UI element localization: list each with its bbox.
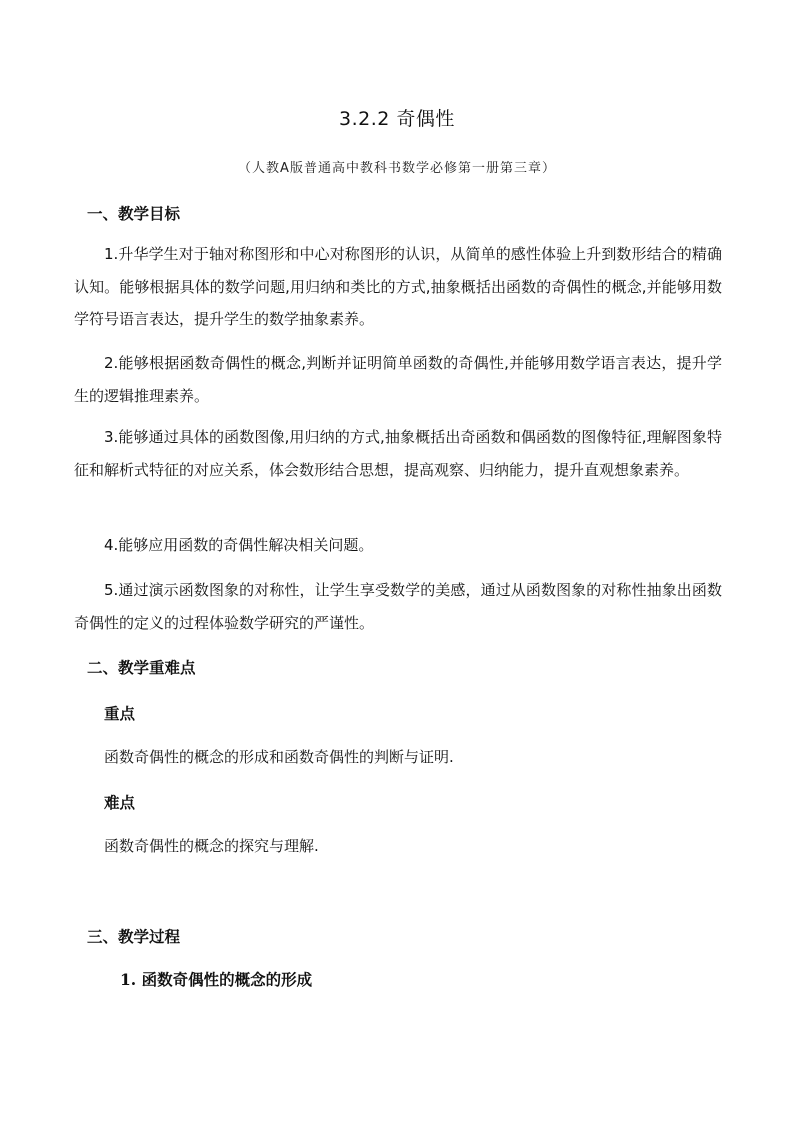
key-point-label: 重点 xyxy=(104,705,136,723)
section-heading-key-difficult-points: 二、教学重难点 xyxy=(87,659,196,677)
section-heading-objectives: 一、教学目标 xyxy=(87,205,181,223)
objective-item-3: 3.能够通过具体的函数图像,用归纳的方式,抽象概括出奇函数和偶函数的图像特征,理解图象特征和解析式特征的对应关系，体会数形结合思想，提高观察、归纳能力，提升直观想象素养。 xyxy=(74,428,722,479)
objective-item-4: 4.能够应用函数的奇偶性解决相关问题。 xyxy=(104,536,374,554)
key-point-text: 函数奇偶性的概念的形成和函数奇偶性的判断与证明. xyxy=(104,748,454,766)
objective-item-2: 2.能够根据函数奇偶性的概念,判断并证明简单函数的奇偶性,并能够用数学语言表达，提升学生的逻辑推理素养。 xyxy=(74,354,722,405)
subsection-heading-1: 1. 函数奇偶性的概念的形成 xyxy=(120,970,313,989)
objective-item-1: 1.升华学生对于轴对称图形和中心对称图形的认识，从简单的感性体验上升到数形结合的精确认知。能够根据具体的数学问题,用归纳和类比的方式,抽象概括出函数的奇偶性的概念,并能够用数学符号语言表达，提升学生的数学抽象素养。 xyxy=(74,245,722,328)
difficulty-label: 难点 xyxy=(104,794,136,812)
document-subtitle: （人教A版普通高中教科书数学必修第一册第三章） xyxy=(238,161,556,176)
section-heading-teaching-process: 三、教学过程 xyxy=(87,928,181,946)
document-title: 3.2.2 奇偶性 xyxy=(339,108,455,130)
objective-item-5: 5.通过演示函数图象的对称性，让学生享受数学的美感，通过从函数图象的对称性抽象出函数奇偶性的定义的过程体验数学研究的严谨性。 xyxy=(74,581,722,632)
difficulty-text: 函数奇偶性的概念的探究与理解. xyxy=(104,837,319,855)
